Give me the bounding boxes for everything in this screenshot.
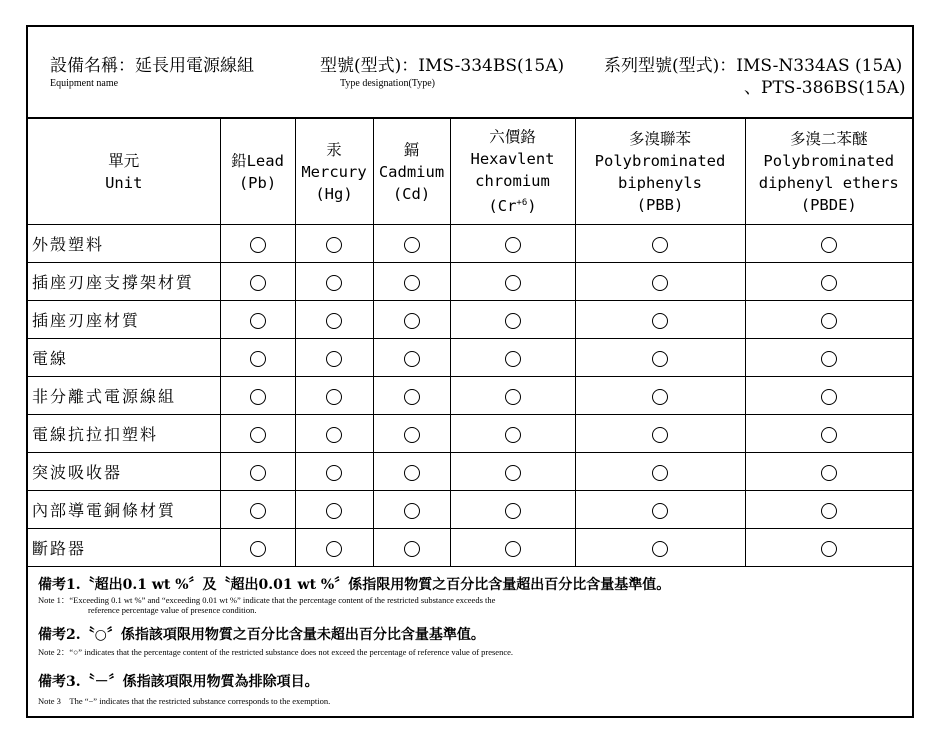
circle-mark-icon <box>404 427 420 443</box>
presence-cell <box>745 263 912 301</box>
circle-mark-icon <box>821 351 837 367</box>
circle-mark-icon <box>505 427 521 443</box>
circle-mark-icon <box>404 313 420 329</box>
presence-cell <box>295 263 373 301</box>
presence-cell <box>373 301 450 339</box>
circle-mark-icon <box>404 275 420 291</box>
presence-cell <box>220 339 295 377</box>
circle-mark-icon <box>326 389 342 405</box>
presence-cell <box>745 225 912 263</box>
part-name: 內部導電銅條材質 <box>28 491 220 529</box>
presence-cell <box>373 377 450 415</box>
hexavalent-chromium-header: 六價鉻 Hexavlent chromium $(Cr^{+6})$ <box>450 118 575 225</box>
presence-cell <box>373 263 450 301</box>
table-row <box>28 377 912 415</box>
presence-cell <box>295 301 373 339</box>
pbde-header: 多溴二苯醚 Polybrominated diphenyl ethers (PBDE) <box>745 118 912 225</box>
lead-header: 鉛Lead (Pb) <box>220 118 295 225</box>
circle-mark-icon <box>505 503 521 519</box>
circle-mark-icon <box>326 313 342 329</box>
circle-mark-icon <box>250 541 266 557</box>
note-1-zh: 備考1.〝超出0.1 wt %〞及〝超出0.01 wt %〞係指限用物質之百分比含量超出百分比含量基準值。 <box>38 577 671 593</box>
circle-mark-icon <box>326 541 342 557</box>
circle-mark-icon <box>505 389 521 405</box>
table-row <box>28 453 912 491</box>
presence-cell <box>220 263 295 301</box>
presence-cell <box>575 529 745 567</box>
presence-cell <box>373 491 450 529</box>
circle-mark-icon <box>505 275 521 291</box>
circle-mark-icon <box>505 237 521 253</box>
circle-mark-icon <box>821 465 837 481</box>
circle-mark-icon <box>250 427 266 443</box>
type-designation: 型號(型式)：IMS-334BS(15A) <box>320 56 565 76</box>
presence-cell <box>373 453 450 491</box>
type-designation-en: Type designation(Type) <box>340 78 435 89</box>
circle-mark-icon <box>652 503 668 519</box>
series-model: 系列型號(型式)：IMS-N334AS (15A) <box>604 56 903 76</box>
circle-mark-icon <box>505 313 521 329</box>
presence-cell <box>295 453 373 491</box>
note-2-zh: 備考2.〝○〞係指該項限用物質之百分比含量未超出百分比含量基準值。 <box>38 627 485 643</box>
part-name: 斷路器 <box>28 529 220 567</box>
presence-cell <box>220 453 295 491</box>
presence-cell <box>295 225 373 263</box>
presence-cell <box>220 225 295 263</box>
presence-cell <box>220 415 295 453</box>
note-2-en: Note 2：“○” indicates that the percentage content of the restricted substance does not exceed the percentage of reference value of presence. <box>38 647 513 657</box>
circle-mark-icon <box>326 503 342 519</box>
pbb-header: 多溴聯苯 Polybrominated biphenyls (PBB) <box>575 118 745 225</box>
presence-cell <box>295 377 373 415</box>
circle-mark-icon <box>652 465 668 481</box>
presence-cell <box>450 529 575 567</box>
presence-cell <box>745 491 912 529</box>
rohs-declaration <box>26 25 914 718</box>
circle-mark-icon <box>821 313 837 329</box>
presence-cell <box>220 491 295 529</box>
circle-mark-icon <box>250 351 266 367</box>
part-name: 電線 <box>28 339 220 377</box>
presence-cell <box>745 529 912 567</box>
presence-cell <box>295 339 373 377</box>
circle-mark-icon <box>821 389 837 405</box>
circle-mark-icon <box>250 237 266 253</box>
circle-mark-icon <box>821 237 837 253</box>
presence-cell <box>450 301 575 339</box>
part-name: 突波吸收器 <box>28 453 220 491</box>
presence-cell <box>575 491 745 529</box>
circle-mark-icon <box>505 465 521 481</box>
series-model-continued: 、PTS-386BS(15A) <box>744 78 906 98</box>
presence-cell <box>575 301 745 339</box>
circle-mark-icon <box>404 465 420 481</box>
presence-cell <box>745 415 912 453</box>
presence-cell <box>373 415 450 453</box>
table-row <box>28 301 912 339</box>
circle-mark-icon <box>505 541 521 557</box>
presence-cell <box>575 225 745 263</box>
presence-cell <box>373 339 450 377</box>
circle-mark-icon <box>404 503 420 519</box>
part-name: 插座刃座材質 <box>28 301 220 339</box>
circle-mark-icon <box>404 389 420 405</box>
presence-cell <box>450 339 575 377</box>
circle-mark-icon <box>250 313 266 329</box>
circle-mark-icon <box>250 503 266 519</box>
equipment-name-en: Equipment name <box>50 78 119 89</box>
part-name: 電線抗拉扣塑料 <box>28 415 220 453</box>
equipment-name: 設備名稱：延長用電源線組 <box>50 56 254 76</box>
presence-cell <box>745 301 912 339</box>
presence-cell <box>220 529 295 567</box>
circle-mark-icon <box>250 465 266 481</box>
presence-cell <box>575 453 745 491</box>
circle-mark-icon <box>326 351 342 367</box>
presence-cell <box>450 263 575 301</box>
circle-mark-icon <box>326 275 342 291</box>
presence-cell <box>575 377 745 415</box>
table-row <box>28 415 912 453</box>
presence-cell <box>575 415 745 453</box>
table-row <box>28 225 912 263</box>
circle-mark-icon <box>652 313 668 329</box>
circle-mark-icon <box>326 465 342 481</box>
table-row <box>28 339 912 377</box>
cadmium-header: 鎘 Cadmium (Cd) <box>373 118 450 225</box>
table-row <box>28 529 912 567</box>
circle-mark-icon <box>250 275 266 291</box>
circle-mark-icon <box>821 541 837 557</box>
presence-cell <box>295 529 373 567</box>
presence-cell <box>745 377 912 415</box>
presence-cell <box>220 377 295 415</box>
presence-cell <box>745 453 912 491</box>
presence-cell <box>450 453 575 491</box>
part-name: 外殼塑料 <box>28 225 220 263</box>
circle-mark-icon <box>652 541 668 557</box>
circle-mark-icon <box>404 541 420 557</box>
mercury-header: 汞 Mercury (Hg) <box>295 118 373 225</box>
circle-mark-icon <box>326 427 342 443</box>
circle-mark-icon <box>652 389 668 405</box>
circle-mark-icon <box>404 237 420 253</box>
presence-cell <box>295 491 373 529</box>
document-header <box>28 27 912 117</box>
presence-cell <box>373 529 450 567</box>
presence-cell <box>220 301 295 339</box>
circle-mark-icon <box>652 237 668 253</box>
unit-header: 單元 Unit <box>28 118 220 225</box>
circle-mark-icon <box>404 351 420 367</box>
presence-cell <box>373 225 450 263</box>
circle-mark-icon <box>821 275 837 291</box>
note-1-en-continued: reference percentage value of presence condition. <box>88 605 257 615</box>
circle-mark-icon <box>250 389 266 405</box>
table-header-row <box>28 118 912 225</box>
part-name: 非分離式電源線組 <box>28 377 220 415</box>
circle-mark-icon <box>505 351 521 367</box>
presence-cell <box>575 263 745 301</box>
presence-cell <box>295 415 373 453</box>
note-1-en: Note 1：“Exceeding 0.1 wt %” and “exceeding 0.01 wt %” indicate that the percentage content of the restricted substance exceeds the <box>38 595 496 605</box>
presence-cell <box>450 225 575 263</box>
presence-cell <box>450 491 575 529</box>
table-row <box>28 491 912 529</box>
table-row <box>28 263 912 301</box>
presence-cell <box>745 339 912 377</box>
circle-mark-icon <box>652 427 668 443</box>
circle-mark-icon <box>652 351 668 367</box>
note-3-en: Note 3 The “−” indicates that the restricted substance corresponds to the exemption. <box>38 696 331 706</box>
presence-cell <box>450 415 575 453</box>
presence-cell <box>450 377 575 415</box>
circle-mark-icon <box>326 237 342 253</box>
circle-mark-icon <box>821 427 837 443</box>
part-name: 插座刃座支撐架材質 <box>28 263 220 301</box>
presence-cell <box>575 339 745 377</box>
substance-table <box>28 117 912 567</box>
circle-mark-icon <box>652 275 668 291</box>
note-3-zh: 備考3.〝－〞係指該項限用物質為排除項目。 <box>38 674 319 690</box>
circle-mark-icon <box>821 503 837 519</box>
